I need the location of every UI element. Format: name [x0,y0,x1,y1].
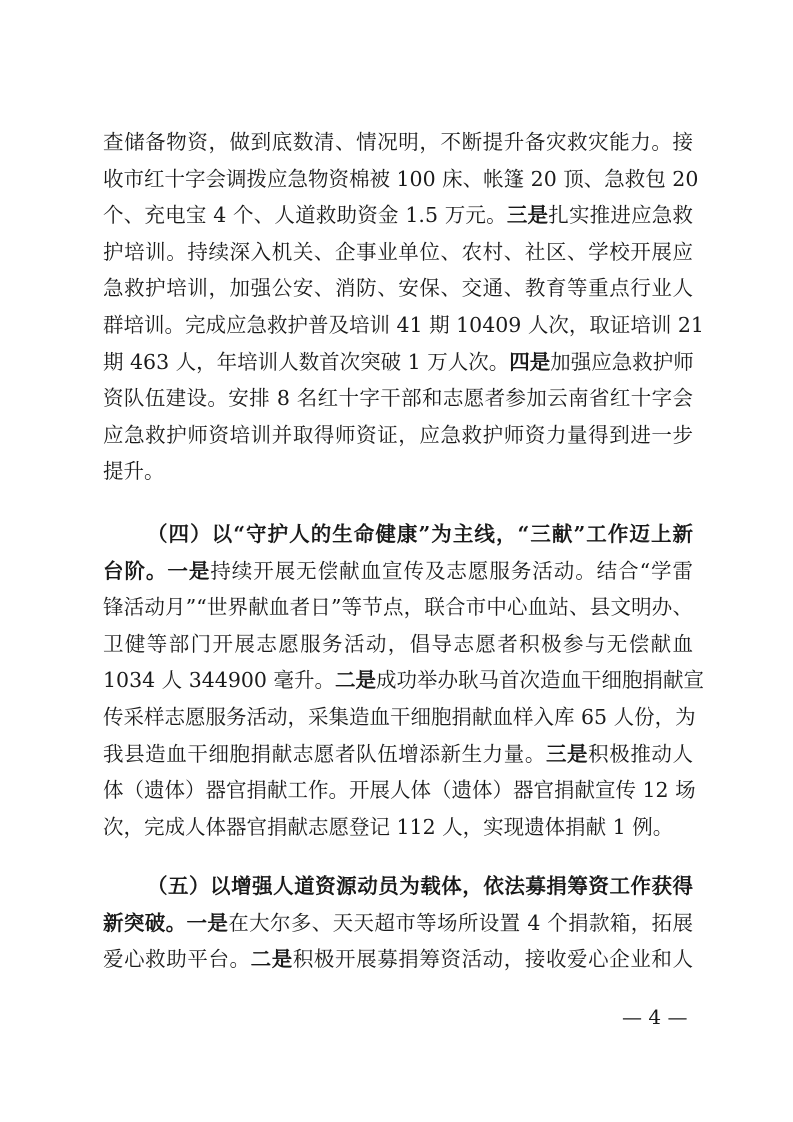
text-segment: 积极推动人 [588,741,694,766]
bold-text-segment: （四）以“守护人的生命健康”为主线，“三献”工作迈上新 [147,522,693,546]
text-segment: 收市红十字会调拨应急物资棉被 100 床、帐篷 20 顶、急救包 20 [103,166,699,191]
text-line [103,308,704,342]
text-line [103,162,699,196]
bold-text-segment: 台阶。 [103,558,168,583]
text-segment: 我县造血干细胞捐献志愿者队伍增添新生力量。 [103,741,546,766]
text-line [103,198,693,232]
text-segment: 爱心救助平台。 [103,947,251,972]
text-line [103,942,693,976]
text-line [103,773,696,807]
bold-text-segment: 一是 [167,558,211,583]
text-segment: 在大尔多、天天超市等场所设置 4 个捐款箱，拓展 [228,910,694,935]
text-line [103,906,693,940]
text-segment: 1034 人 344900 毫升。 [103,668,335,693]
bold-text-segment: 三是 [545,741,589,766]
bold-text-segment: 新突破。 [103,910,187,935]
text-segment: 积极开展募捐筹资活动，接收爱心企业和人 [292,947,694,972]
text-segment: 扎实推进应急救 [548,203,694,228]
text-segment: 次，完成人体器官捐献志愿登记 112 人，实现遗体捐献 1 例。 [103,814,674,839]
text-line [103,810,673,844]
bold-text-segment: 三是 [506,203,549,228]
text-segment: 成功举办耿马首次造血干细胞捐献宣 [375,668,704,693]
text-line [103,627,693,661]
text-segment: 持续开展无偿献血宣传及志愿服务活动。结合“学雷 [210,558,694,583]
text-segment: 个、充电宝 4 个、人道救助资金 1.5 万元。 [103,203,507,228]
text-line [103,125,693,159]
text-line [147,869,693,903]
bold-text-segment: （五）以增强人道资源动员为载体，依法募捐筹资工作获得 [147,874,693,898]
text-segment: 锋活动月”“世界献血者日”等节点，联合市中心血站、县文明办、 [103,595,693,620]
bold-text-segment: 一是 [186,910,229,935]
bold-text-segment: 二是 [334,668,376,693]
text-line [103,454,165,488]
text-line [103,345,693,379]
text-segment: 提升。 [103,459,165,484]
text-segment: 加强应急救护师 [550,349,694,374]
bold-text-segment: 二是 [250,947,293,972]
bold-text-segment: 四是 [509,349,551,374]
text-segment: 应急救护师资培训并取得师资证，应急救护师资力量得到进一步 [103,422,693,447]
text-segment: 查储备物资，做到底数清、情况明，不断提升备灾救灾能力。接 [103,130,693,154]
text-segment: 传采样志愿服务活动，采集造血干细胞捐献血样入库 65 人份，为 [103,705,696,729]
text-line [103,235,693,269]
text-line [103,663,704,697]
text-segment: 卫健等部门开展志愿服务活动，倡导志愿者积极参与无偿献血 [103,631,693,656]
text-line [103,700,696,734]
text-segment: 资队伍建设。安排 8 名红十字干部和志愿者参加云南省红十字会 [103,386,693,411]
text-line [103,737,693,771]
page-number: — 4 — [622,1005,688,1029]
text-line [103,381,693,415]
text-segment: 体（遗体）器官捐献工作。开展人体（遗体）器官捐献宣传 12 场 [103,778,696,803]
text-line [147,517,693,551]
text-segment: 期 463 人，年培训人数首次突破 1 万人次。 [103,349,510,374]
text-line [103,418,693,452]
text-segment: 护培训。持续深入机关、企事业单位、农村、社区、学校开展应 [103,239,693,264]
text-segment: 群培训。完成应急救护普及培训 41 期 10409 人次，取证培训 21 [103,313,704,337]
text-line [103,271,693,305]
text-line [103,590,693,624]
text-segment: 急救护培训，加强公安、消防、安保、交通、教育等重点行业人 [103,276,693,301]
text-line [103,554,693,588]
